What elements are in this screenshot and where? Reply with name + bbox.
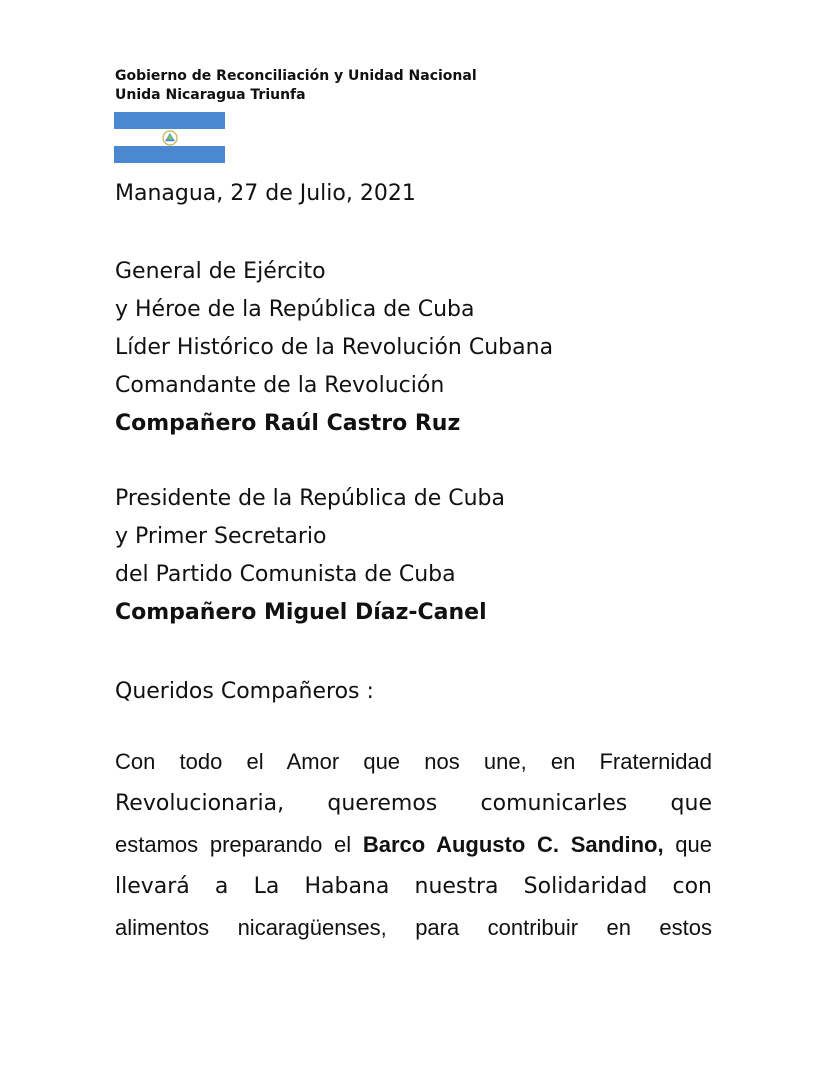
recipient-block-1 — [115, 253, 553, 443]
recipient-1-name: Compañero Raúl Castro Ruz — [115, 411, 461, 436]
body-line-3 — [115, 824, 712, 866]
recipient-1-title-2: y Héroe de la República de Cuba — [115, 297, 475, 322]
recipient-1-title-4: Comandante de la Revolución — [115, 373, 445, 398]
recipient-2-title-3: del Partido Comunista de Cuba — [115, 562, 456, 587]
body-line-1: Con todo el Amor que nos une, en Fraternidad — [115, 749, 712, 774]
body-line-3-start: estamos preparando el — [115, 832, 363, 857]
body-line-5: alimentos nicaragüenses, para contribuir en estos — [115, 915, 712, 940]
nicaragua-flag-icon — [114, 112, 225, 163]
letterhead-government: Gobierno de Reconciliación y Unidad Nacional — [115, 68, 477, 84]
coat-of-arms-icon — [162, 130, 178, 146]
recipient-2-title-2: y Primer Secretario — [115, 524, 327, 549]
salutation: Queridos Compañeros : — [115, 679, 374, 704]
recipient-2-name: Compañero Miguel Díaz-Canel — [115, 600, 487, 625]
flag-middle-stripe — [114, 129, 225, 146]
letterhead — [115, 67, 477, 105]
recipient-block-2 — [115, 480, 505, 632]
letter-date: Managua, 27 de Julio, 2021 — [115, 181, 416, 206]
body-line-3-end: que — [663, 832, 712, 857]
recipient-2-title-1: Presidente de la República de Cuba — [115, 486, 505, 511]
recipient-1-title-3: Líder Histórico de la Revolución Cubana — [115, 335, 554, 360]
body-line-2: Revolucionaria, queremos comunicarles que — [115, 790, 712, 816]
flag-bottom-stripe — [114, 146, 225, 163]
flag-top-stripe — [114, 112, 225, 129]
recipient-1-title-1: General de Ejército — [115, 259, 326, 284]
ship-name: Barco Augusto C. Sandino, — [362, 832, 664, 857]
letterhead-slogan: Unida Nicaragua Triunfa — [115, 87, 306, 103]
body-line-4: llevará a La Habana nuestra Solidaridad con — [115, 873, 712, 899]
body-paragraph — [115, 741, 712, 949]
